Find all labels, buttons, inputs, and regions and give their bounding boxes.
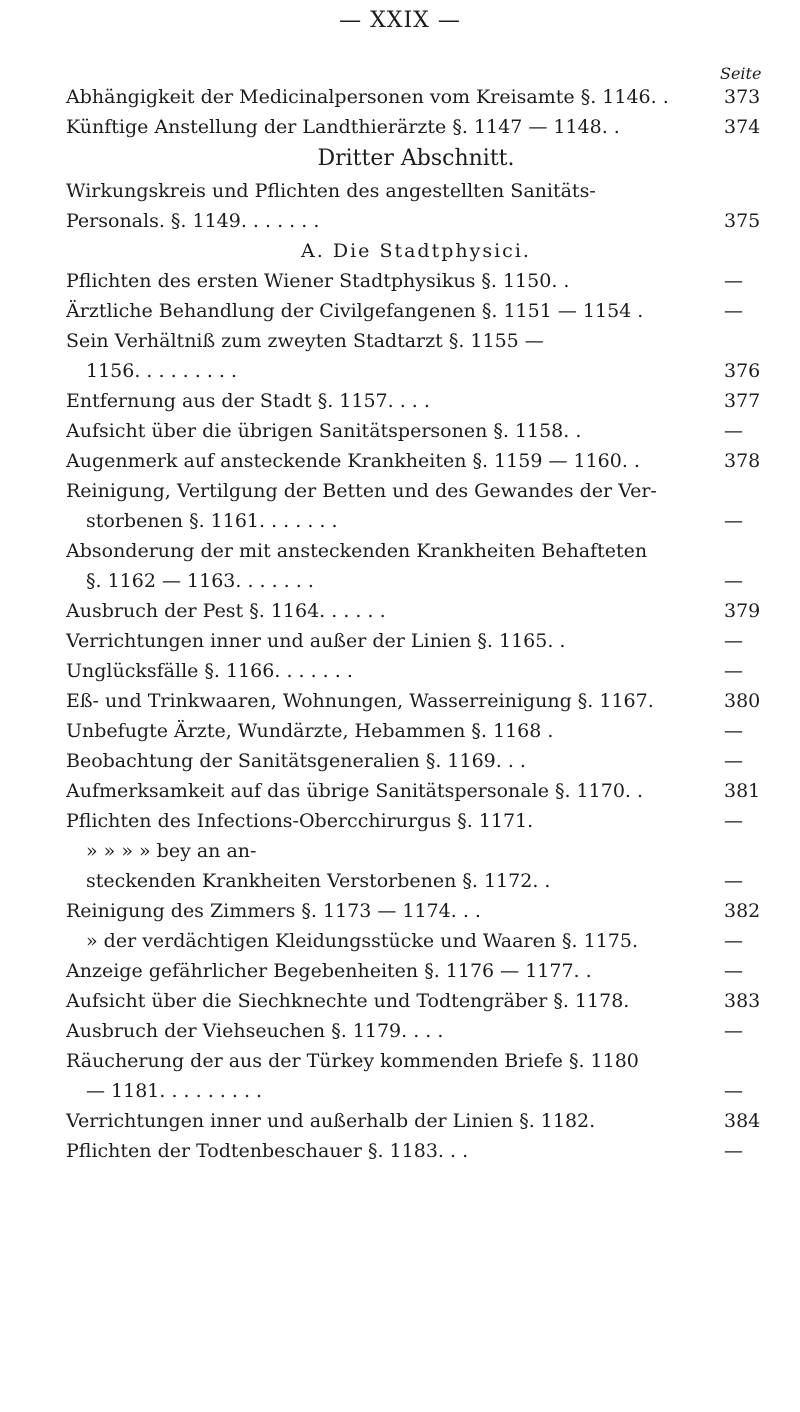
toc-entry (66, 1046, 766, 1076)
toc-page-number: — (724, 510, 743, 532)
toc-entry-text: » » » » bey an an- (86, 840, 257, 862)
page-numeral: — XXIX — (339, 8, 461, 33)
toc-page-number: — (724, 300, 743, 322)
toc-page-number: 380 (724, 690, 761, 712)
toc-entry (66, 206, 766, 236)
toc-entry-text: Künftige Anstellung der Landthierärzte §. 1147 — 1148. . (66, 116, 620, 138)
toc-page-number: 378 (724, 450, 761, 472)
toc-entry-text: Pflichten der Todtenbeschauer §. 1183. . . (66, 1140, 469, 1162)
toc-entry-text: Beobachtung der Sanitätsgeneralien §. 1169. . . (66, 750, 526, 772)
toc-entry (66, 176, 766, 206)
toc-page-number: — (724, 870, 743, 892)
toc-entry-text: Absonderung der mit ansteckenden Krankheiten Behafteten (66, 540, 648, 562)
toc-entry-text: Pflichten des ersten Wiener Stadtphysikus §. 1150. . (66, 270, 570, 292)
toc-entry-text: Reinigung, Vertilgung der Betten und des Gewandes der Ver- (66, 480, 657, 502)
toc-entry (66, 896, 766, 926)
toc-entry-text: Ärztliche Behandlung der Civilgefangenen §. 1151 — 1154 . (66, 300, 644, 322)
toc-page-number: 373 (724, 86, 761, 108)
toc-entry-text: 1156. . . . . . . . . (86, 360, 238, 382)
toc-entry-text: §. 1162 — 1163. . . . . . . (86, 570, 314, 592)
toc-entry-text: Aufmerksamkeit auf das übrige Sanitätspersonale §. 1170. . (66, 780, 644, 802)
toc-entry-text: Unbefugte Ärzte, Wundärzte, Hebammen §. 1168 . (66, 720, 554, 742)
toc-page-number: 379 (724, 600, 761, 622)
toc-entry-text: Verrichtungen inner und außerhalb der Linien §. 1182. (66, 1110, 596, 1132)
toc-page-number: 381 (724, 780, 761, 802)
toc-page-number: 382 (724, 900, 761, 922)
toc-page-number: — (724, 960, 743, 982)
toc-entry-text: steckenden Krankheiten Verstorbenen §. 1172. . (86, 870, 551, 892)
toc-entry-text: Sein Verhältniß zum zweyten Stadtarzt §. 1155 — (66, 330, 544, 352)
toc-entry (66, 866, 766, 896)
toc-entry (66, 626, 766, 656)
toc-entry (66, 416, 766, 446)
toc-entry (66, 266, 766, 296)
toc-entry (66, 986, 766, 1016)
toc-page-number: — (724, 1080, 743, 1102)
toc-entry (66, 326, 766, 356)
toc-entry-text: Aufsicht über die Siechknechte und Todtengräber §. 1178. (66, 990, 630, 1012)
toc-entry (66, 836, 766, 866)
toc-entry (66, 956, 766, 986)
toc-entry (66, 656, 766, 686)
seite-label: Seite (720, 64, 762, 83)
toc-entry (66, 926, 766, 956)
toc-page-number: 384 (724, 1110, 761, 1132)
toc-page-number: — (724, 1020, 743, 1042)
toc-entry (66, 446, 766, 476)
toc-page-number: — (724, 660, 743, 682)
section-heading: Dritter Abschnitt. (317, 146, 515, 171)
toc-entry (66, 506, 766, 536)
toc-entry (66, 776, 766, 806)
toc-entry-text: storbenen §. 1161. . . . . . . (86, 510, 338, 532)
toc-page-number: — (724, 630, 743, 652)
toc-entry (66, 112, 766, 142)
toc-entry (66, 536, 766, 566)
toc-entry-text: Ausbruch der Viehseuchen §. 1179. . . . (66, 1020, 444, 1042)
toc-entry (66, 356, 766, 386)
toc-page-number: 383 (724, 990, 761, 1012)
toc-entry (66, 476, 766, 506)
toc-entry-text: Räucherung der aus der Türkey kommenden Briefe §. 1180 (66, 1050, 639, 1072)
toc-entry (66, 716, 766, 746)
toc-entry-text: Abhängigkeit der Medicinalpersonen vom Kreisamte §. 1146. . (66, 86, 669, 108)
toc-entry-text: Reinigung des Zimmers §. 1173 — 1174. . . (66, 900, 481, 922)
toc-entry-text: Unglücksfälle §. 1166. . . . . . . (66, 660, 353, 682)
toc-entry-text: » der verdächtigen Kleidungsstücke und Waaren §. 1175. (86, 930, 639, 952)
toc-page-number: — (724, 720, 743, 742)
toc-entry-text: Entfernung aus der Stadt §. 1157. . . . (66, 390, 430, 412)
toc-entry-text: Augenmerk auf ansteckende Krankheiten §. 1159 — 1160. . (66, 450, 640, 472)
toc-entry-text: Wirkungskreis und Pflichten des angestellten Sanitäts- (66, 180, 596, 202)
toc-entry (66, 1016, 766, 1046)
toc-entry (66, 566, 766, 596)
toc-entry-text: — 1181. . . . . . . . . (86, 1080, 263, 1102)
toc-page-number: 377 (724, 390, 761, 412)
toc-page-number: 375 (724, 210, 761, 232)
toc-entry-text: Ausbruch der Pest §. 1164. . . . . . (66, 600, 386, 622)
table-of-contents (66, 82, 766, 1166)
toc-page-number: 376 (724, 360, 761, 382)
toc-entry-text: Anzeige gefährlicher Begebenheiten §. 1176 — 1177. . (66, 960, 592, 982)
toc-entry (66, 1136, 766, 1166)
toc-page-number: 374 (724, 116, 761, 138)
toc-entry (66, 1106, 766, 1136)
toc-entry-text: Verrichtungen inner und außer der Linien §. 1165. . (66, 630, 566, 652)
toc-entry (66, 386, 766, 416)
toc-entry (66, 596, 766, 626)
toc-entry-text: Personals. §. 1149. . . . . . . (66, 210, 320, 232)
toc-page-number: — (724, 420, 743, 442)
subsection-heading: A. Die Stadtphysici. (301, 240, 531, 262)
toc-entry-text: Pflichten des Infections-Obercchirurgus §. 1171. (66, 810, 534, 832)
toc-entry (66, 296, 766, 326)
toc-entry (66, 746, 766, 776)
toc-page-number: — (724, 750, 743, 772)
toc-page-number: — (724, 1140, 743, 1162)
toc-entry (66, 686, 766, 716)
toc-entry-text: Eß- und Trinkwaaren, Wohnungen, Wasserreinigung §. 1167. (66, 690, 654, 712)
toc-page-number: — (724, 810, 743, 832)
toc-entry-text: Aufsicht über die übrigen Sanitätspersonen §. 1158. . (66, 420, 582, 442)
toc-entry (66, 806, 766, 836)
toc-entry (66, 82, 766, 112)
toc-entry (66, 1076, 766, 1106)
toc-page-number: — (724, 570, 743, 592)
toc-page-number: — (724, 930, 743, 952)
toc-page-number: — (724, 270, 743, 292)
